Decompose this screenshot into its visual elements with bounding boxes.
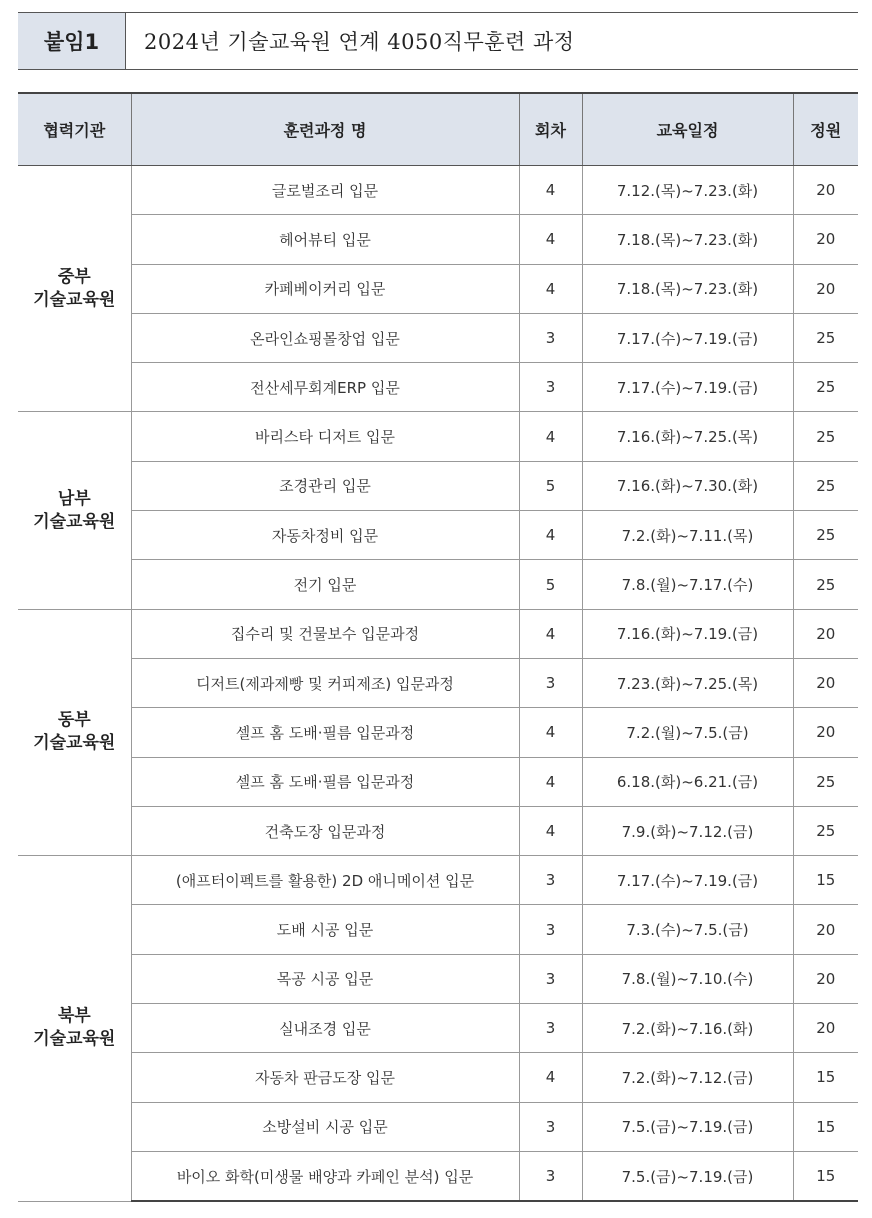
- schedule-cell: 7.9.(화)~7.12.(금): [582, 806, 793, 855]
- course-name-cell: 전기 입문: [131, 560, 519, 609]
- capacity-cell: 15: [793, 1102, 858, 1151]
- capacity-cell: 25: [793, 412, 858, 461]
- schedule-cell: 7.3.(수)~7.5.(금): [582, 905, 793, 954]
- org-name-line1: 중부: [57, 266, 91, 287]
- schedule-cell: 7.2.(화)~7.16.(화): [582, 1004, 793, 1053]
- org-name-line1: 동부: [57, 710, 91, 731]
- document-title: 2024년 기술교육원 연계 4050직무훈련 과정: [144, 30, 575, 54]
- schedule-cell: 7.12.(목)~7.23.(화): [582, 166, 793, 215]
- round-cell: 3: [519, 856, 582, 905]
- table-row: [18, 511, 858, 560]
- schedule-cell: 7.17.(수)~7.19.(금): [582, 313, 793, 362]
- capacity-cell: 25: [793, 806, 858, 855]
- round-cell: 5: [519, 461, 582, 510]
- round-cell: 3: [519, 1151, 582, 1201]
- schedule-cell: 7.23.(화)~7.25.(목): [582, 658, 793, 707]
- course-name-cell: 글로벌조리 입문: [131, 166, 519, 215]
- round-cell: 4: [519, 264, 582, 313]
- table-row: [18, 1053, 858, 1102]
- round-cell: 4: [519, 806, 582, 855]
- schedule-cell: 7.5.(금)~7.19.(금): [582, 1151, 793, 1201]
- org-name-line1: 남부: [57, 488, 91, 509]
- course-name-cell: 셀프 홈 도배·필름 입문과정: [131, 757, 519, 806]
- training-schedule-table: [18, 92, 858, 1202]
- round-cell: 4: [519, 511, 582, 560]
- round-cell: 5: [519, 560, 582, 609]
- course-name-cell: 셀프 홈 도배·필름 입문과정: [131, 708, 519, 757]
- capacity-cell: 20: [793, 905, 858, 954]
- schedule-cell: 7.18.(목)~7.23.(화): [582, 215, 793, 264]
- capacity-cell: 25: [793, 313, 858, 362]
- round-cell: 4: [519, 609, 582, 658]
- round-cell: 3: [519, 954, 582, 1003]
- round-cell: 3: [519, 313, 582, 362]
- round-cell: 3: [519, 1004, 582, 1053]
- table-row: [18, 363, 858, 412]
- capacity-cell: 20: [793, 708, 858, 757]
- header-partner-org: 협력기관: [18, 93, 131, 166]
- capacity-cell: 25: [793, 560, 858, 609]
- schedule-cell: 7.2.(화)~7.12.(금): [582, 1053, 793, 1102]
- course-name-cell: 카페베이커리 입문: [131, 264, 519, 313]
- capacity-cell: 15: [793, 1151, 858, 1201]
- course-name-cell: 목공 시공 입문: [131, 954, 519, 1003]
- org-name-line1: 북부: [57, 1006, 91, 1027]
- course-name-cell: 온라인쇼핑몰창업 입문: [131, 313, 519, 362]
- partner-org-cell: [18, 166, 131, 412]
- capacity-cell: 20: [793, 609, 858, 658]
- course-name-cell: 헤어뷰티 입문: [131, 215, 519, 264]
- schedule-cell: 7.17.(수)~7.19.(금): [582, 363, 793, 412]
- course-name-cell: 조경관리 입문: [131, 461, 519, 510]
- round-cell: 3: [519, 658, 582, 707]
- round-cell: 4: [519, 708, 582, 757]
- schedule-cell: 7.8.(월)~7.10.(수): [582, 954, 793, 1003]
- course-name-cell: 집수리 및 건물보수 입문과정: [131, 609, 519, 658]
- document-title-bar: [18, 12, 858, 70]
- schedule-cell: 7.5.(금)~7.19.(금): [582, 1102, 793, 1151]
- partner-org-cell: [18, 412, 131, 609]
- schedule-cell: 7.2.(화)~7.11.(목): [582, 511, 793, 560]
- capacity-cell: 25: [793, 757, 858, 806]
- schedule-cell: 6.18.(화)~6.21.(금): [582, 757, 793, 806]
- table-row: [18, 313, 858, 362]
- table-row: [18, 609, 858, 658]
- round-cell: 4: [519, 757, 582, 806]
- table-row: [18, 215, 858, 264]
- capacity-cell: 20: [793, 166, 858, 215]
- table-row: [18, 708, 858, 757]
- table-header-row: [18, 93, 858, 166]
- capacity-cell: 15: [793, 856, 858, 905]
- header-round: 회차: [519, 93, 582, 166]
- schedule-cell: 7.16.(화)~7.19.(금): [582, 609, 793, 658]
- capacity-cell: 25: [793, 363, 858, 412]
- round-cell: 4: [519, 166, 582, 215]
- capacity-cell: 20: [793, 1004, 858, 1053]
- course-name-cell: (애프터이펙트를 활용한) 2D 애니메이션 입문: [131, 856, 519, 905]
- org-name-line2: 기술교육원: [33, 511, 116, 532]
- course-name-cell: 바이오 화학(미생물 배양과 카페인 분석) 입문: [131, 1151, 519, 1201]
- org-name-line2: 기술교육원: [33, 289, 116, 310]
- table-row: [18, 560, 858, 609]
- table-row: [18, 658, 858, 707]
- capacity-cell: 20: [793, 658, 858, 707]
- course-name-cell: 도배 시공 입문: [131, 905, 519, 954]
- table-body: [18, 166, 858, 1202]
- course-name-cell: 실내조경 입문: [131, 1004, 519, 1053]
- table-row: [18, 905, 858, 954]
- course-name-cell: 자동차정비 입문: [131, 511, 519, 560]
- table-row: [18, 1004, 858, 1053]
- schedule-cell: 7.8.(월)~7.17.(수): [582, 560, 793, 609]
- schedule-cell: 7.18.(목)~7.23.(화): [582, 264, 793, 313]
- schedule-cell: 7.16.(화)~7.30.(화): [582, 461, 793, 510]
- header-schedule: 교육일정: [582, 93, 793, 166]
- table-row: [18, 1151, 858, 1201]
- schedule-cell: 7.16.(화)~7.25.(목): [582, 412, 793, 461]
- capacity-cell: 25: [793, 461, 858, 510]
- round-cell: 4: [519, 1053, 582, 1102]
- capacity-cell: 20: [793, 954, 858, 1003]
- capacity-cell: 15: [793, 1053, 858, 1102]
- table-row: [18, 264, 858, 313]
- table-row: [18, 806, 858, 855]
- round-cell: 3: [519, 905, 582, 954]
- round-cell: 4: [519, 412, 582, 461]
- table-row: [18, 412, 858, 461]
- table-row: [18, 1102, 858, 1151]
- course-name-cell: 바리스타 디저트 입문: [131, 412, 519, 461]
- table-row: [18, 954, 858, 1003]
- table-row: [18, 757, 858, 806]
- course-name-cell: 자동차 판금도장 입문: [131, 1053, 519, 1102]
- round-cell: 4: [519, 215, 582, 264]
- partner-org-cell: [18, 856, 131, 1202]
- org-name-line2: 기술교육원: [33, 1029, 116, 1050]
- header-capacity: 정원: [793, 93, 858, 166]
- schedule-cell: 7.2.(월)~7.5.(금): [582, 708, 793, 757]
- round-cell: 3: [519, 1102, 582, 1151]
- schedule-cell: 7.17.(수)~7.19.(금): [582, 856, 793, 905]
- capacity-cell: 20: [793, 215, 858, 264]
- org-name-line2: 기술교육원: [33, 733, 116, 754]
- table-row: [18, 461, 858, 510]
- course-name-cell: 디저트(제과제빵 및 커피제조) 입문과정: [131, 658, 519, 707]
- capacity-cell: 25: [793, 511, 858, 560]
- capacity-cell: 20: [793, 264, 858, 313]
- course-name-cell: 건축도장 입문과정: [131, 806, 519, 855]
- table-row: [18, 166, 858, 215]
- header-course-name: 훈련과정 명: [131, 93, 519, 166]
- course-name-cell: 소방설비 시공 입문: [131, 1102, 519, 1151]
- partner-org-cell: [18, 609, 131, 855]
- table-row: [18, 856, 858, 905]
- course-name-cell: 전산세무회계ERP 입문: [131, 363, 519, 412]
- attachment-label: 붙임1: [18, 13, 126, 69]
- round-cell: 3: [519, 363, 582, 412]
